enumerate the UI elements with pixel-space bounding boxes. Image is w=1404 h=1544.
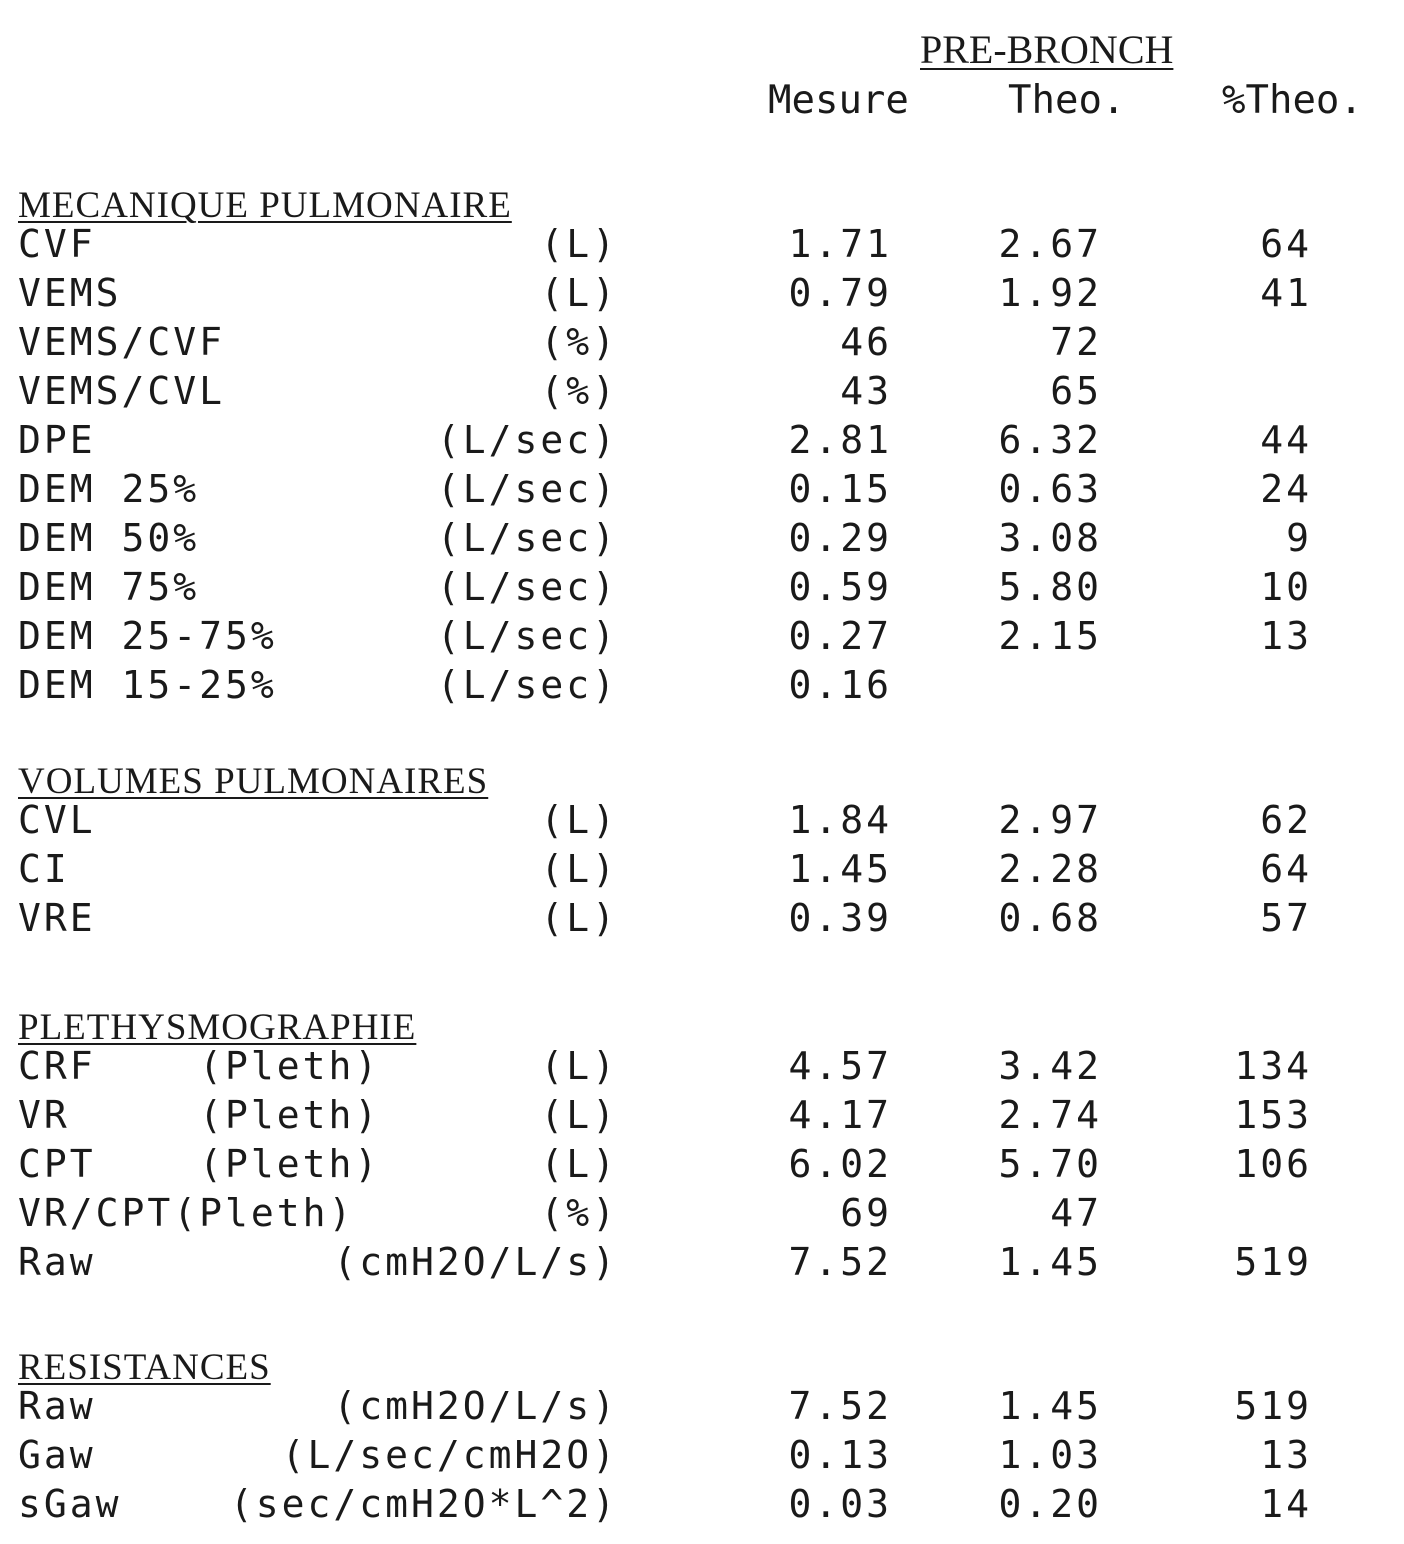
value-pct-theo: 64 — [1260, 222, 1312, 266]
row-label: DEM 75% — [18, 565, 200, 609]
row-unit: (cmH2O/L/s) — [333, 1384, 618, 1428]
column-header-mesure: Mesure — [768, 78, 909, 123]
value-mesure: 43 — [840, 369, 892, 413]
value-pct-theo: 41 — [1260, 271, 1312, 315]
value-theo: 3.42 — [998, 1044, 1102, 1088]
value-pct-theo: 64 — [1260, 847, 1312, 891]
value-mesure: 4.57 — [788, 1044, 892, 1088]
row-label: DPE — [18, 418, 96, 462]
value-theo: 5.80 — [998, 565, 1102, 609]
section-title: PLETHYSMOGRAPHIE — [18, 1007, 417, 1048]
row-label: Gaw — [18, 1433, 96, 1477]
row-unit: (L) — [540, 798, 618, 842]
value-theo: 2.97 — [998, 798, 1102, 842]
column-header-pct-theo: %Theo. — [1222, 78, 1363, 123]
value-pct-theo: 24 — [1260, 467, 1312, 511]
row-label: VR/CPT(Pleth) — [18, 1191, 355, 1235]
row-unit: (%) — [540, 369, 618, 413]
value-pct-theo: 106 — [1234, 1142, 1312, 1186]
row-unit: (L/sec) — [436, 467, 618, 511]
row-unit: (L/sec) — [436, 516, 618, 560]
row-unit: (L/sec) — [436, 565, 618, 609]
row-unit: (L/sec) — [436, 418, 618, 462]
row-unit: (L) — [540, 1142, 618, 1186]
value-pct-theo: 9 — [1286, 516, 1312, 560]
value-theo: 0.20 — [998, 1482, 1102, 1526]
row-unit: (L/sec) — [436, 614, 618, 658]
row-unit: (L) — [540, 896, 618, 940]
value-mesure: 0.29 — [788, 516, 892, 560]
value-mesure: 0.79 — [788, 271, 892, 315]
value-theo: 0.63 — [998, 467, 1102, 511]
row-unit: (L) — [540, 222, 618, 266]
value-pct-theo: 519 — [1234, 1384, 1312, 1428]
row-unit: (L) — [540, 1044, 618, 1088]
section-title: VOLUMES PULMONAIRES — [18, 761, 489, 802]
value-theo: 1.92 — [998, 271, 1102, 315]
value-mesure: 0.16 — [788, 663, 892, 707]
value-theo: 1.03 — [998, 1433, 1102, 1477]
row-label: CPT (Pleth) — [18, 1142, 381, 1186]
value-theo: 0.68 — [998, 896, 1102, 940]
row-unit: (%) — [540, 320, 618, 364]
value-theo: 2.28 — [998, 847, 1102, 891]
row-label: VR (Pleth) — [18, 1093, 381, 1137]
value-pct-theo: 44 — [1260, 418, 1312, 462]
value-theo: 3.08 — [998, 516, 1102, 560]
value-pct-theo: 13 — [1260, 614, 1312, 658]
value-mesure: 1.45 — [788, 847, 892, 891]
row-label: CVF — [18, 222, 96, 266]
value-pct-theo: 519 — [1234, 1240, 1312, 1284]
row-label: Raw — [18, 1384, 96, 1428]
row-label: DEM 15-25% — [18, 663, 277, 707]
row-label: VEMS/CVL — [18, 369, 226, 413]
value-pct-theo: 62 — [1260, 798, 1312, 842]
value-pct-theo: 14 — [1260, 1482, 1312, 1526]
report-title: PRE-BRONCH — [920, 27, 1174, 72]
row-label: Raw — [18, 1240, 96, 1284]
row-label: DEM 25% — [18, 467, 200, 511]
section-title: MECANIQUE PULMONAIRE — [18, 185, 512, 226]
value-mesure: 0.03 — [788, 1482, 892, 1526]
value-theo: 2.15 — [998, 614, 1102, 658]
value-mesure: 7.52 — [788, 1384, 892, 1428]
value-theo: 65 — [1050, 369, 1102, 413]
value-pct-theo: 153 — [1234, 1093, 1312, 1137]
value-mesure: 7.52 — [788, 1240, 892, 1284]
value-theo: 6.32 — [998, 418, 1102, 462]
value-mesure: 0.15 — [788, 467, 892, 511]
row-unit: (L) — [540, 271, 618, 315]
row-unit: (sec/cmH2O*L^2) — [229, 1482, 618, 1526]
value-theo: 5.70 — [998, 1142, 1102, 1186]
value-mesure: 6.02 — [788, 1142, 892, 1186]
value-mesure: 4.17 — [788, 1093, 892, 1137]
section-title: RESISTANCES — [18, 1347, 271, 1388]
value-pct-theo: 10 — [1260, 565, 1312, 609]
row-unit: (L) — [540, 1093, 618, 1137]
value-mesure: 0.59 — [788, 565, 892, 609]
value-mesure: 46 — [840, 320, 892, 364]
row-label: VEMS — [18, 271, 122, 315]
row-label: sGaw — [18, 1482, 122, 1526]
row-label: CRF (Pleth) — [18, 1044, 381, 1088]
value-mesure: 0.27 — [788, 614, 892, 658]
row-label: CI — [18, 847, 70, 891]
value-theo: 2.67 — [998, 222, 1102, 266]
row-unit: (cmH2O/L/s) — [333, 1240, 618, 1284]
value-mesure: 69 — [840, 1191, 892, 1235]
row-label: DEM 25-75% — [18, 614, 277, 658]
value-mesure: 0.39 — [788, 896, 892, 940]
value-theo: 2.74 — [998, 1093, 1102, 1137]
column-header-theo: Theo. — [1008, 78, 1126, 123]
row-unit: (L/sec) — [436, 663, 618, 707]
value-mesure: 0.13 — [788, 1433, 892, 1477]
row-label: VEMS/CVF — [18, 320, 226, 364]
value-pct-theo: 134 — [1234, 1044, 1312, 1088]
value-theo: 47 — [1050, 1191, 1102, 1235]
value-theo: 1.45 — [998, 1384, 1102, 1428]
row-unit: (%) — [540, 1191, 618, 1235]
row-label: CVL — [18, 798, 96, 842]
value-theo: 1.45 — [998, 1240, 1102, 1284]
row-label: DEM 50% — [18, 516, 200, 560]
row-unit: (L) — [540, 847, 618, 891]
value-mesure: 1.71 — [788, 222, 892, 266]
value-theo: 72 — [1050, 320, 1102, 364]
row-unit: (L/sec/cmH2O) — [281, 1433, 618, 1477]
value-mesure: 2.81 — [788, 418, 892, 462]
value-pct-theo: 57 — [1260, 896, 1312, 940]
row-label: VRE — [18, 896, 96, 940]
value-pct-theo: 13 — [1260, 1433, 1312, 1477]
value-mesure: 1.84 — [788, 798, 892, 842]
